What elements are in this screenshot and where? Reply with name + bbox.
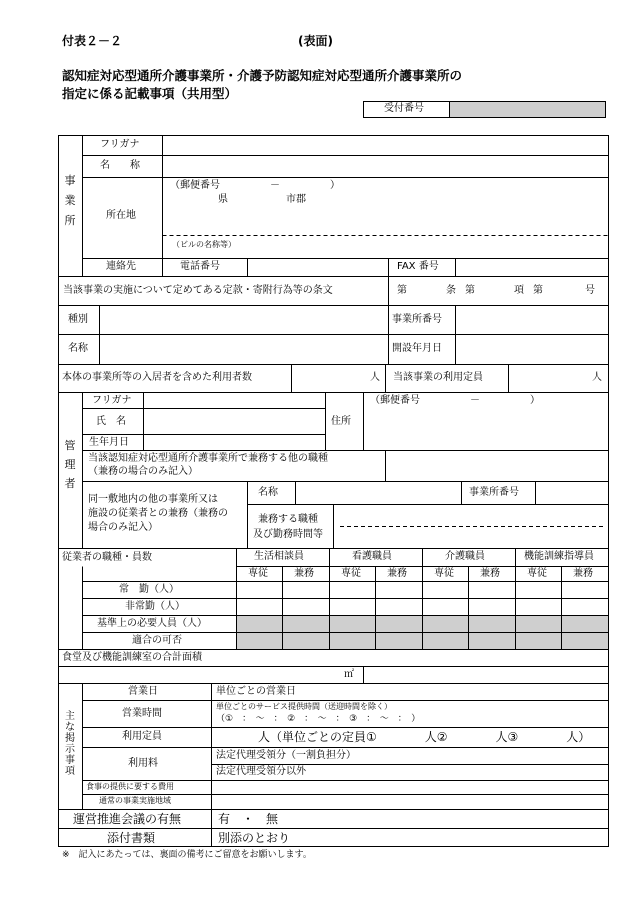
manager-group-label: 管 理 者: [64, 439, 76, 490]
host-open-date-field[interactable]: [456, 335, 608, 364]
articles-label: 当該事業の実施について定めてある定款・寄附行為等の条文: [63, 285, 333, 296]
host-office-no-field[interactable]: [456, 306, 608, 334]
duty-label-1: 兼務する職種: [258, 514, 318, 525]
fee-line2: 法定代理受領分以外: [216, 766, 306, 777]
role-care-worker: 介護職員: [445, 551, 485, 562]
sub-fulltime-4: 専従: [527, 568, 547, 579]
fee-line1: 法定代理受領分（一割負担分）: [216, 750, 356, 761]
manager-birth-label: 生年月日: [89, 437, 129, 448]
duty-label-2: 及び勤務時間等: [253, 529, 323, 540]
staff-header-label: 従業者の職種・員数: [62, 552, 152, 563]
table-number: 付表２－２: [62, 34, 123, 48]
office-name-field[interactable]: [163, 156, 608, 177]
capacity-label: 当該事業の利用定員: [393, 372, 483, 383]
office-postal[interactable]: （郵便番号 － ）: [170, 180, 340, 191]
site-name-field[interactable]: [296, 482, 461, 504]
contact-label: 連絡先: [106, 261, 136, 272]
role-life-counselor: 生活相談員: [254, 551, 304, 562]
article-dai: 第: [397, 285, 407, 296]
other-job-label-1: 当該認知症対応型通所介護事業所で兼務する他の職種: [88, 453, 328, 464]
capacity-row-value[interactable]: 人（単位ごとの定員① 人② 人③ 人）: [258, 730, 591, 744]
article-dai2: 第: [465, 285, 475, 296]
capacity-unit: 人: [592, 372, 602, 383]
service-area-label: 通常の事業実施地域: [99, 796, 171, 805]
capacity-row-label: 利用定員: [122, 731, 162, 742]
site-office-no-label: 事業所番号: [469, 487, 519, 498]
office-furigana-label: フリガナ: [100, 139, 140, 150]
meeting-label: 運営推進会議の有無: [73, 812, 182, 826]
sub-fulltime-3: 専従: [434, 568, 454, 579]
office-furigana-field[interactable]: [163, 136, 608, 155]
manager-furigana-label: フリガナ: [92, 395, 132, 406]
phone-field[interactable]: [248, 259, 388, 276]
sub-concurrent-2: 兼務: [387, 568, 407, 579]
sub-fulltime-2: 専従: [341, 568, 361, 579]
receipt-number-field[interactable]: [450, 102, 605, 117]
row-compliance: 適合の可否: [132, 635, 182, 646]
manager-name-field[interactable]: [144, 409, 325, 434]
footnote: ※ 記入にあたっては、裏面の備考にご留意をお願いします。: [62, 850, 312, 860]
business-hours-line1: 単位ごとのサービス提供時間（送迎時間を除く）: [216, 702, 392, 711]
area-label: 食堂及び機能訓練室の合計面積: [62, 652, 202, 663]
business-days-label: 営業日: [128, 686, 158, 697]
receipt-number-label: 受付番号: [384, 103, 424, 114]
same-site-label-3: 場合のみ記入）: [88, 522, 158, 533]
page-title-line2: 指定に係る記載事項（共用型）: [62, 86, 238, 101]
row-parttime: 非常勤（人）: [125, 601, 185, 612]
site-office-no-field[interactable]: [536, 482, 608, 504]
area-unit: ㎡: [344, 669, 354, 680]
host-type-label: 種別: [68, 314, 88, 325]
office-city: 市郡: [286, 194, 306, 205]
fee-label: 利用料: [128, 758, 158, 769]
article-dai3: 第: [533, 285, 543, 296]
manager-postal[interactable]: （郵便番号 － ）: [370, 395, 540, 406]
area-field[interactable]: [59, 667, 339, 683]
same-site-label-1: 同一敷地内の他の事業所又は: [88, 494, 218, 505]
other-job-label-2: （兼務の場合のみ記入）: [88, 466, 198, 477]
fax-label: FAX 番号: [397, 261, 439, 272]
sub-concurrent-4: 兼務: [573, 568, 593, 579]
business-hours-line2[interactable]: （① ： ～ ： ② ： ～ ： ③ ： ～ ： ）: [216, 714, 421, 724]
site-name-label: 名称: [258, 487, 278, 498]
page-title-line1: 認知症対応型通所介護事業所・介護予防認知症対応型通所介護事業所の: [62, 68, 463, 83]
article-gou: 号: [585, 285, 595, 296]
sub-concurrent-1: 兼務: [294, 568, 314, 579]
manager-address-label: 住所: [331, 416, 351, 427]
sub-concurrent-3: 兼務: [480, 568, 500, 579]
duty-field[interactable]: [334, 505, 608, 548]
manager-birth-field[interactable]: [144, 435, 325, 450]
attachments-value: 別添のとおり: [218, 831, 291, 845]
role-nurse: 看護職員: [352, 551, 392, 562]
office-address-label: 所在地: [106, 210, 136, 221]
office-group-label: 事 業 所: [64, 174, 76, 227]
fax-field[interactable]: [456, 259, 608, 276]
host-open-date-label: 開設年月日: [392, 343, 442, 354]
same-site-label-2: 施設の従業者との兼務（兼務の: [88, 508, 228, 519]
row-fulltime: 常 勤（人）: [119, 584, 179, 595]
host-type-field[interactable]: [100, 306, 388, 334]
article-jou: 条: [446, 285, 456, 296]
row-required: 基準上の必要人員（人）: [97, 618, 207, 629]
meal-cost-field[interactable]: [212, 781, 608, 794]
business-days-value: 単位ごとの営業日: [216, 686, 296, 697]
main-items-group-label: 主 な 掲 示 事 項: [65, 711, 75, 777]
manager-furigana-field[interactable]: [144, 393, 325, 408]
manager-name-label: 氏 名: [96, 416, 126, 427]
sub-fulltime-1: 専従: [248, 568, 268, 579]
article-kou: 項: [514, 285, 524, 296]
business-hours-label: 営業時間: [122, 708, 162, 719]
other-job-field[interactable]: [386, 451, 608, 481]
host-name-label: 名称: [68, 343, 88, 354]
phone-label: 電話番号: [180, 261, 220, 272]
office-prefecture: 県: [218, 194, 228, 205]
meeting-value[interactable]: 有 ・ 無: [218, 812, 279, 826]
meal-cost-label: 食事の提供に要する費用: [86, 782, 174, 791]
office-name-label: 名 称: [100, 160, 140, 171]
host-name-field[interactable]: [100, 335, 388, 364]
role-functional-trainer: 機能訓練指導員: [524, 551, 594, 562]
service-area-field[interactable]: [212, 795, 608, 809]
attachments-label: 添付書類: [107, 831, 156, 845]
users-count-unit: 人: [370, 372, 380, 383]
office-building[interactable]: （ビルの名称等）: [172, 240, 236, 249]
side-label: (表面): [298, 34, 333, 48]
host-office-no-label: 事業所番号: [392, 314, 442, 325]
users-count-label: 本体の事業所等の入居者を含めた利用者数: [62, 372, 252, 383]
